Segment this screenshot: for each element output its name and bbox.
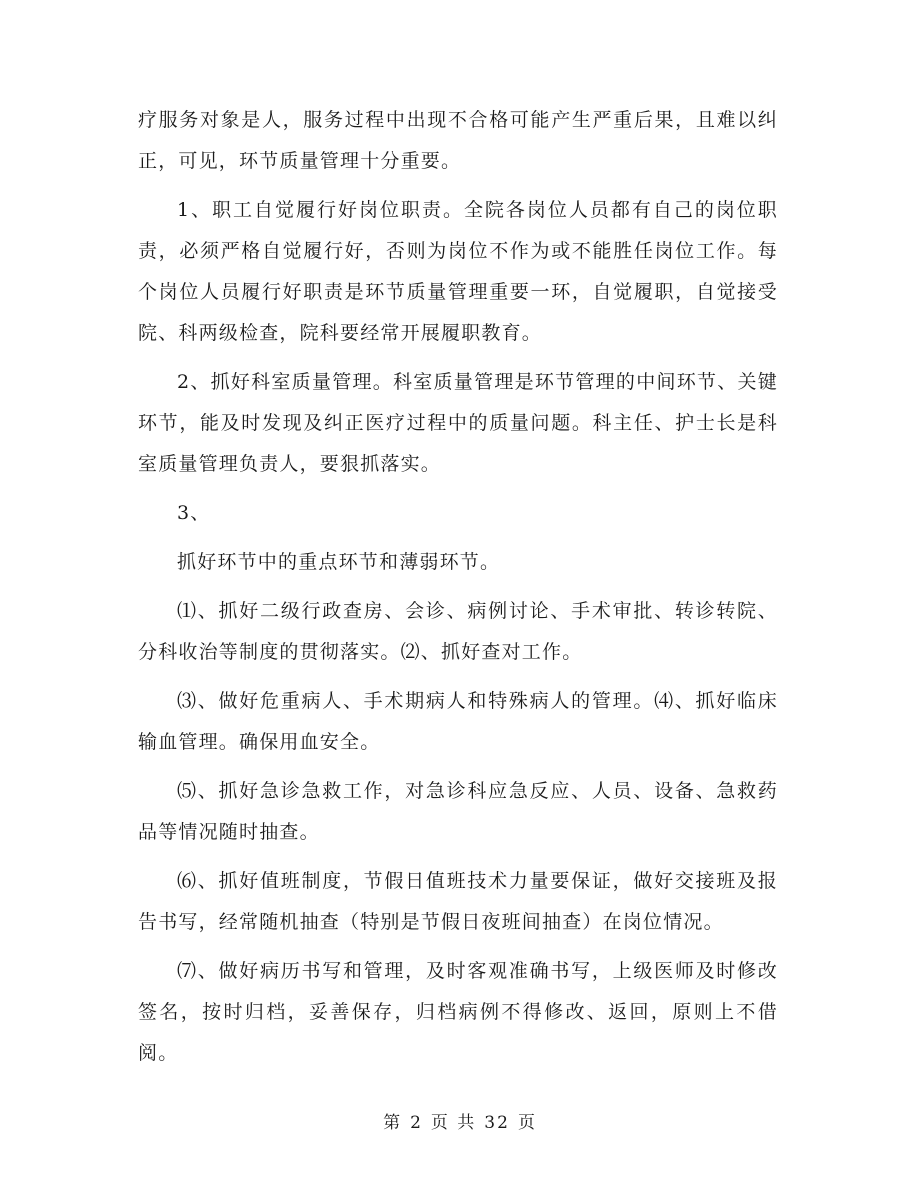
paragraph-subitem-1-2: ⑴、抓好二级行政查房、会诊、病例讨论、手术审批、转诊转院、分科收治等制度的贯彻落实。⑵、抓好查对工作。 bbox=[138, 600, 778, 663]
footer-middle: 页 共 bbox=[430, 1113, 477, 1133]
paragraph-subitem-6: ⑹、抓好值班制度，节假日值班技术力量要保证，做好交接班及报告书写，经常随机抽查（特别是节假日夜班间抽查）在岗位情况。 bbox=[138, 870, 778, 933]
paragraph-subitem-5: ⑸、抓好急诊急救工作，对急诊科应急反应、人员、设备、急救药品等情况随时抽查。 bbox=[138, 780, 778, 843]
footer-total-pages: 32 bbox=[484, 1113, 510, 1133]
paragraph-item-1: 1、职工自觉履行好岗位职责。全院各岗位人员都有自己的岗位职责，必须严格自觉履行好，否则为岗位不作为或不能胜任岗位工作。每个岗位人员履行好职责是环节质量管理重要一环，自觉履职，自觉接受院、科两级检查，院科要经常开展履职教育。 bbox=[138, 199, 778, 344]
footer-prefix: 第 bbox=[383, 1113, 403, 1133]
footer-page-number: 2 bbox=[410, 1113, 423, 1133]
paragraph-item-2: 2、抓好科室质量管理。科室质量管理是环节管理的中间环节、关键环节，能及时发现及纠正医疗过程中的质量问题。科主任、护士长是科室质量管理负责人，要狠抓落实。 bbox=[138, 371, 778, 475]
paragraph-item-3-heading: 抓好环节中的重点环节和薄弱环节。 bbox=[177, 551, 501, 573]
paragraph-intro-continuation: 疗服务对象是人，服务过程中出现不合格可能产生严重后果，且难以纠正，可见，环节质量管理十分重要。 bbox=[138, 109, 778, 172]
paragraph-subitem-7: ⑺、做好病历书写和管理，及时客观准确书写，上级医师及时修改签名，按时归档，妥善保存，归档病例不得修改、返回，原则上不借阅。 bbox=[138, 960, 778, 1064]
page-footer bbox=[0, 1108, 920, 1133]
footer-suffix: 页 bbox=[517, 1113, 537, 1133]
paragraph-subitem-3-4: ⑶、做好危重病人、手术期病人和特殊病人的管理。⑷、抓好临床输血管理。确保用血安全。 bbox=[138, 690, 778, 753]
paragraph-item-3-number: 3、 bbox=[177, 502, 211, 524]
document-body bbox=[138, 100, 778, 1074]
